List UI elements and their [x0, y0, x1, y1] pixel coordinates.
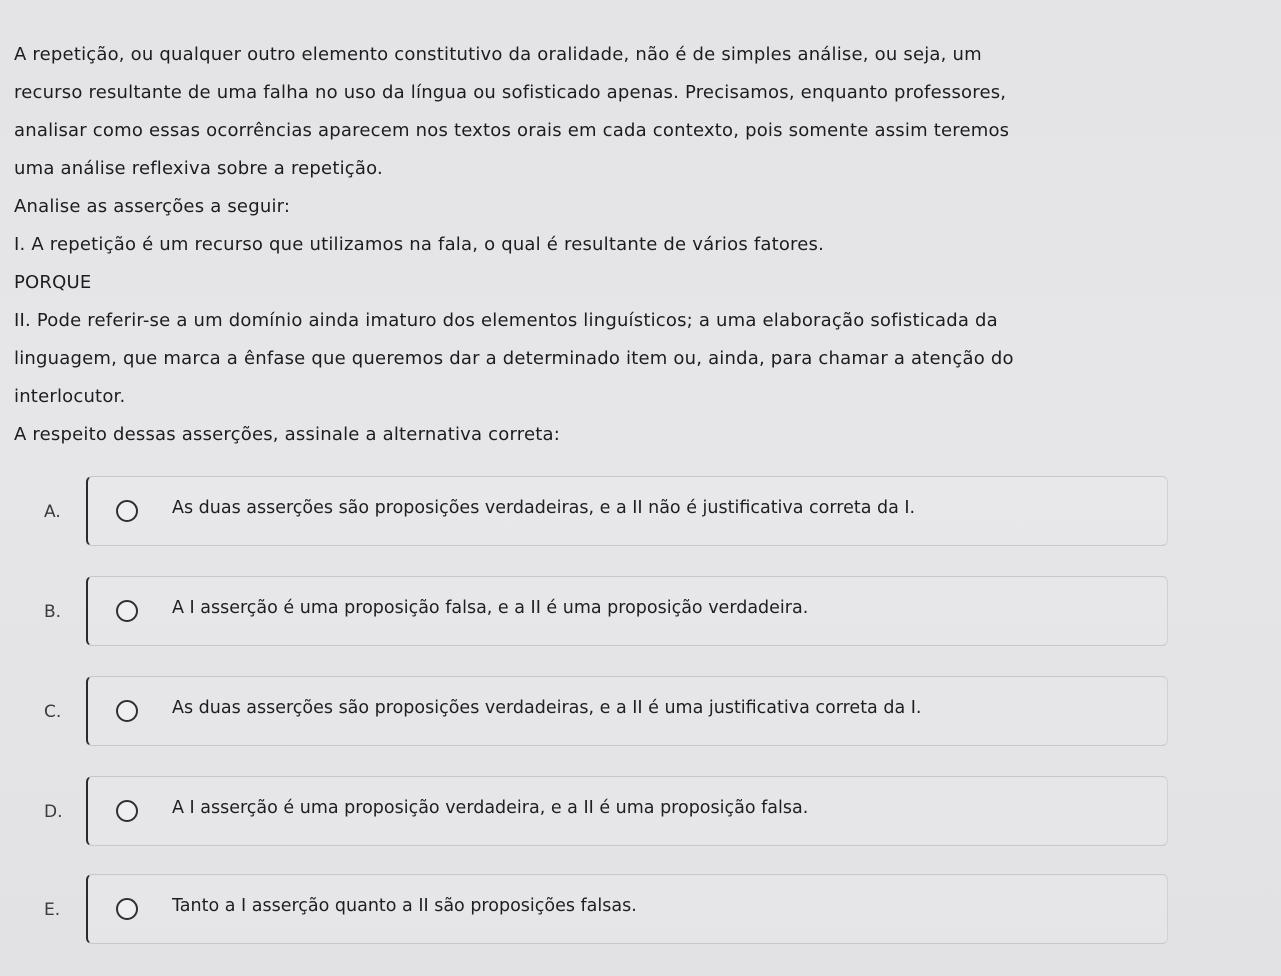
assertion-two-line: linguagem, que marca a ênfase que queremos dar a determinado item ou, ainda, para chamar a atenção do [14, 348, 1014, 369]
option-label: A I asserção é uma proposição verdadeira, e a II é uma proposição falsa. [172, 798, 809, 818]
option-a[interactable] [0, 474, 1281, 550]
radio-button[interactable] [116, 600, 138, 622]
radio-button[interactable] [116, 700, 138, 722]
option-letter: B. [44, 602, 62, 622]
radio-button[interactable] [116, 500, 138, 522]
intro-line: analisar como essas ocorrências aparecem nos textos orais em cada contexto, pois somente assim teremos [14, 120, 1010, 141]
question-prompt: A respeito dessas asserções, assinale a alternativa correta: [14, 424, 560, 445]
question-text [14, 36, 1264, 454]
intro-line: A repetição, ou qualquer outro elemento constitutivo da oralidade, não é de simples análise, ou seja, um [14, 44, 982, 65]
option-letter: E. [44, 900, 61, 920]
option-label: As duas asserções são proposições verdadeiras, e a II é uma justificativa correta da I. [172, 698, 922, 718]
assertion-two [14, 302, 1264, 416]
option-d[interactable] [0, 774, 1281, 850]
option-letter: C. [44, 702, 62, 722]
assertion-one: I. A repetição é um recurso que utilizamos na fala, o qual é resultante de vários fatores. [14, 234, 825, 255]
option-label: Tanto a I asserção quanto a II são proposições falsas. [172, 896, 637, 916]
radio-button[interactable] [116, 800, 138, 822]
instruction-text: Analise as asserções a seguir: [14, 196, 291, 217]
assertion-two-line: II. Pode referir-se a um domínio ainda imaturo dos elementos linguísticos; a uma elaboração sofisticada da [14, 310, 998, 331]
intro-line: recurso resultante de uma falha no uso da língua ou sofisticado apenas. Precisamos, enquanto professores, [14, 82, 1007, 103]
option-letter: D. [44, 802, 63, 822]
option-label: As duas asserções são proposições verdadeiras, e a II não é justificativa correta da I. [172, 498, 916, 518]
connector-porque: PORQUE [14, 272, 92, 293]
option-label: A I asserção é uma proposição falsa, e a II é uma proposição verdadeira. [172, 598, 809, 618]
intro-line: uma análise reflexiva sobre a repetição. [14, 158, 383, 179]
intro-paragraph [14, 36, 1264, 188]
option-b[interactable] [0, 574, 1281, 650]
option-c[interactable] [0, 674, 1281, 750]
option-e[interactable] [0, 872, 1281, 948]
assertion-two-line: interlocutor. [14, 386, 126, 407]
option-letter: A. [44, 502, 61, 522]
radio-button[interactable] [116, 898, 138, 920]
